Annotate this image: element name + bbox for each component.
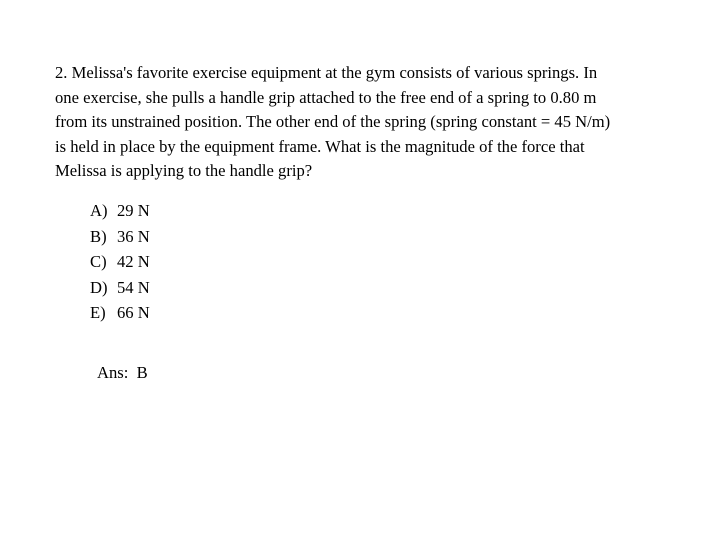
choice-text: 54 N <box>117 277 150 297</box>
choice-letter: D) <box>90 277 108 297</box>
choice-text: 66 N <box>117 303 150 322</box>
choice-e <box>90 300 150 326</box>
choice-a <box>90 198 150 224</box>
choice-b <box>90 224 150 250</box>
choice-text: 36 N <box>117 226 150 246</box>
choice-d <box>90 275 150 301</box>
choice-text: 29 N <box>117 201 150 220</box>
question-line: from its unstrained position. The other end of the spring (spring constant = 45 N/m) <box>55 112 611 131</box>
answer-key: Ans: B <box>97 363 148 382</box>
question-line: Melissa is applying to the handle grip? <box>55 161 313 180</box>
choice-letter: C) <box>90 252 107 271</box>
choice-letter: E) <box>90 303 106 322</box>
question-line: is held in place by the equipment frame. What is the magnitude of the force that <box>55 136 585 156</box>
question-text <box>55 61 675 184</box>
choice-c <box>90 249 150 275</box>
answer-choices <box>90 198 150 326</box>
choice-letter: A) <box>90 201 108 220</box>
choice-text: 42 N <box>117 252 150 271</box>
choice-letter: B) <box>90 226 107 246</box>
question-line: 2. Melissa's favorite exercise equipment at the gym consists of various springs. In <box>55 63 598 82</box>
question-line: one exercise, she pulls a handle grip attached to the free end of a spring to 0.80 m <box>55 87 597 107</box>
